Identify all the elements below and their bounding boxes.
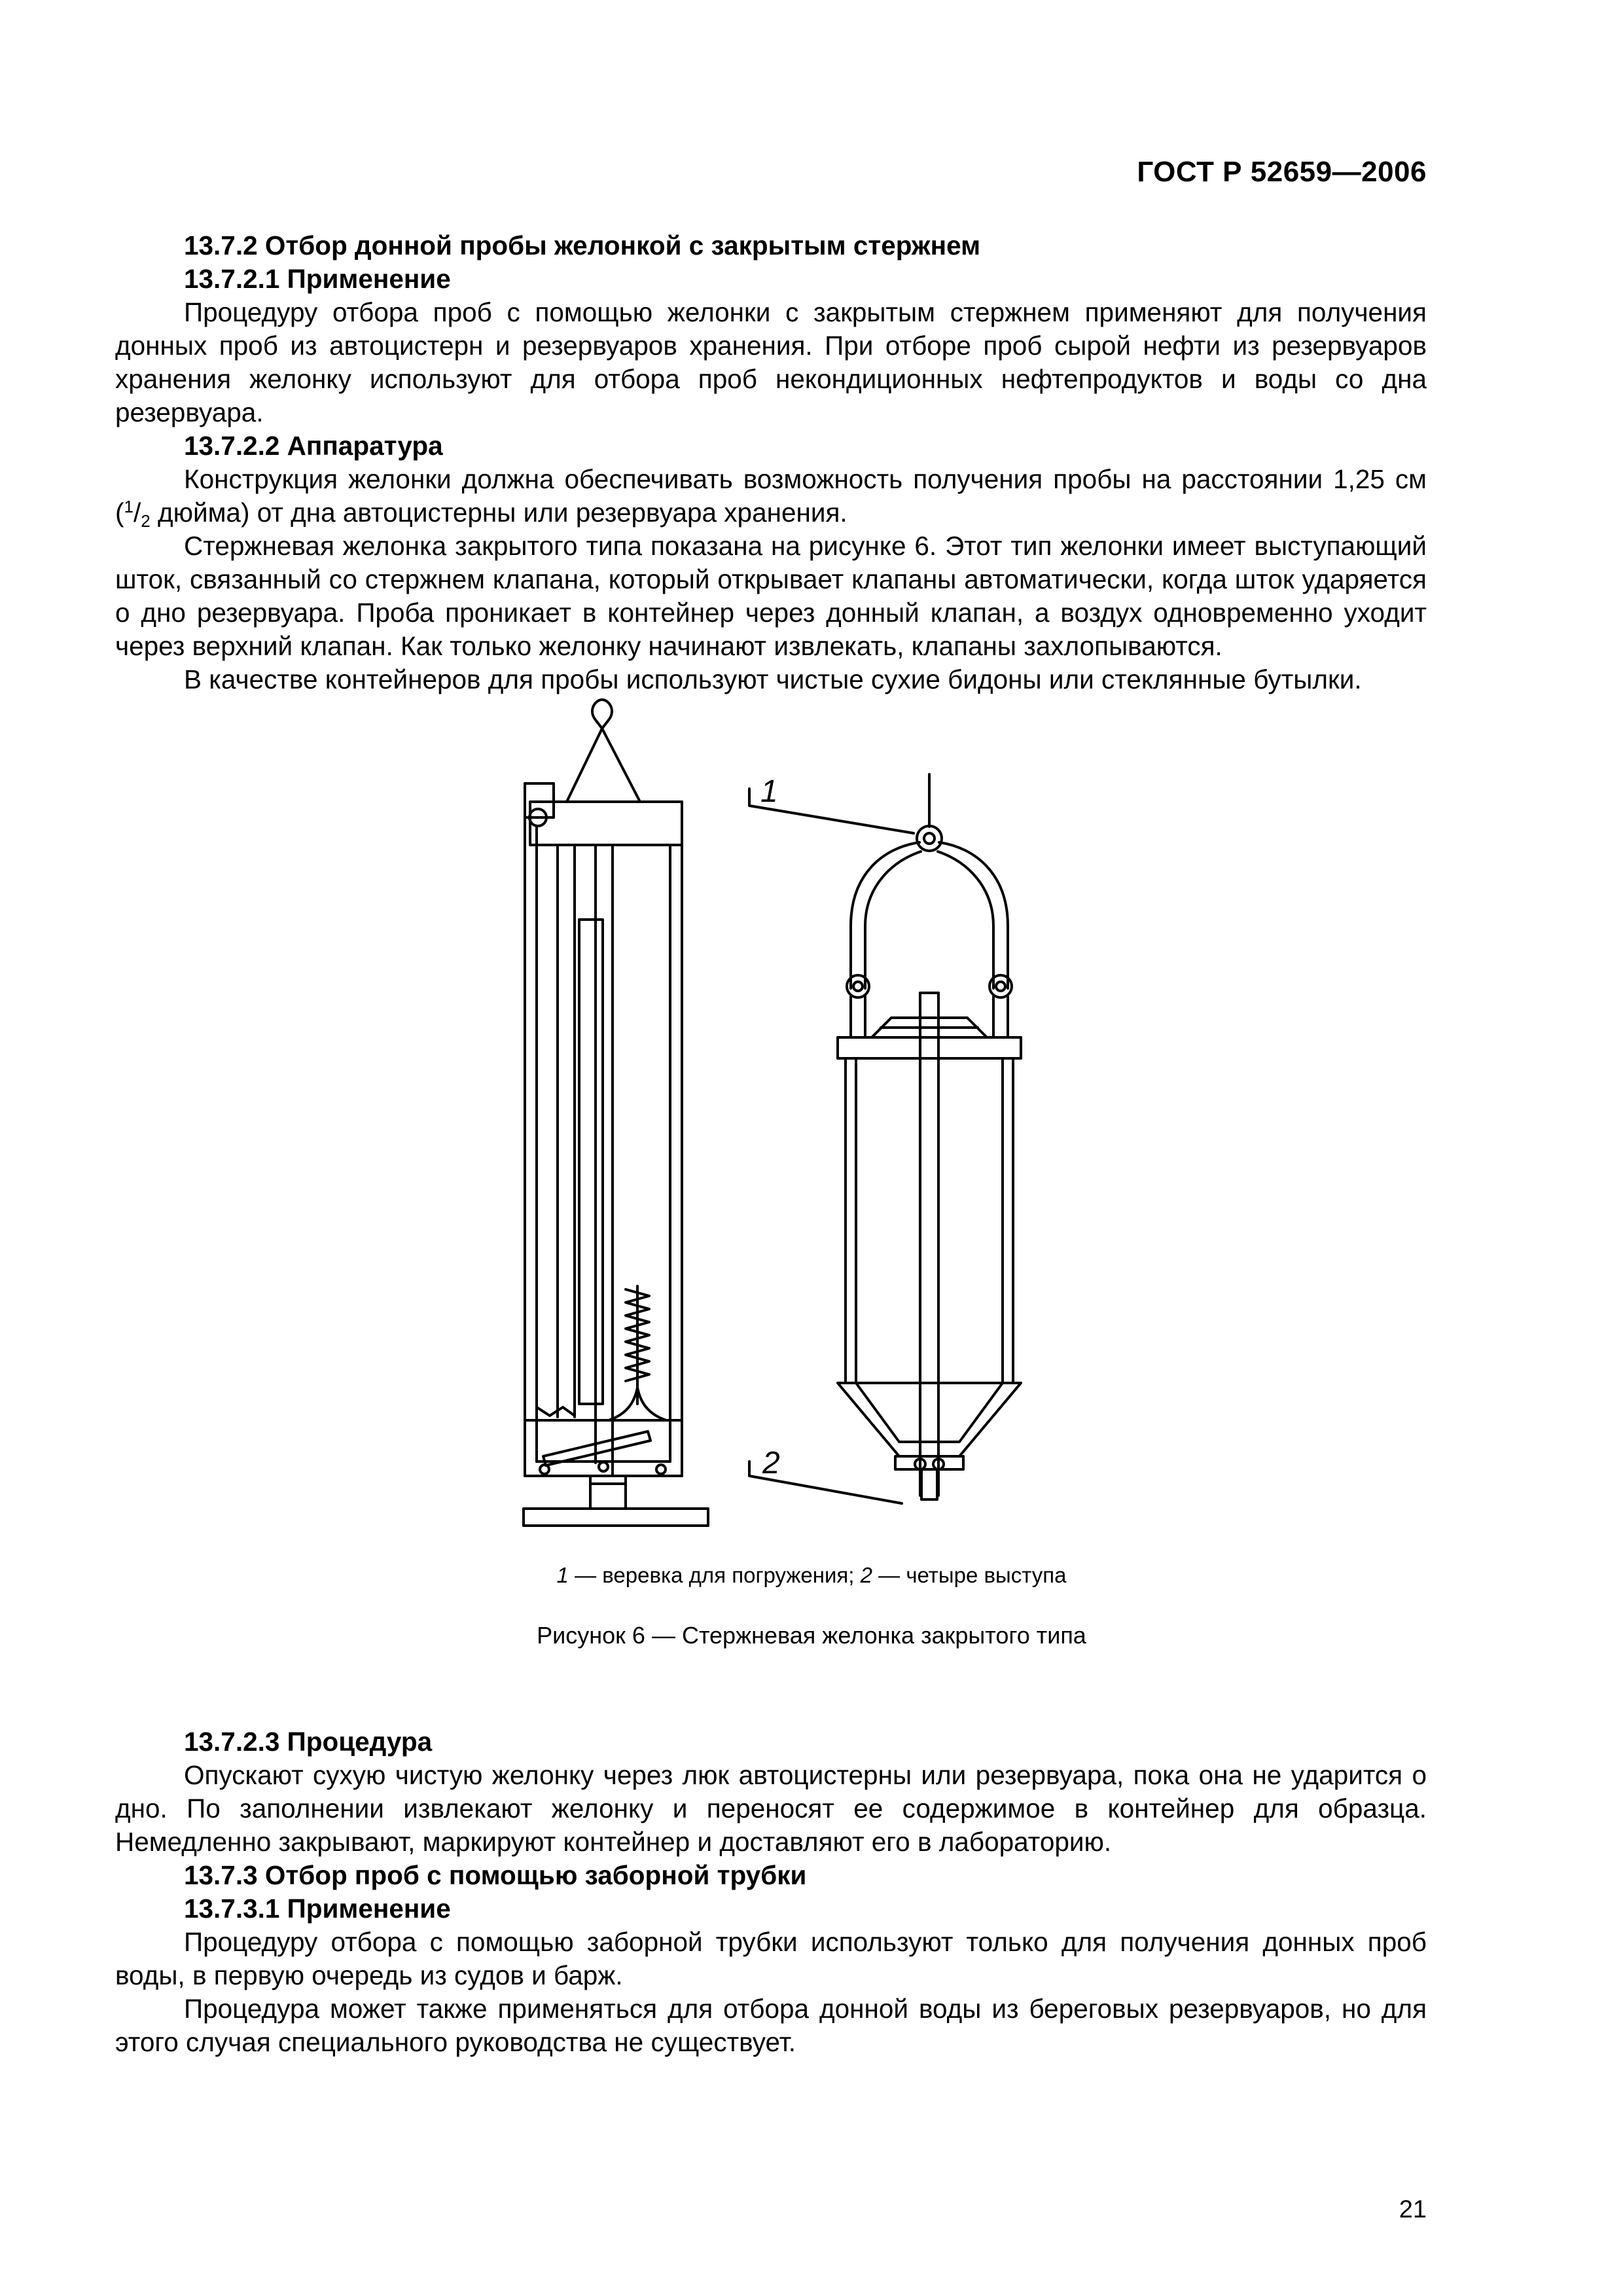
figure-6-drawing	[497, 697, 1086, 1548]
section-13-7-2	[115, 229, 1427, 696]
paragraph-containers: В качестве контейнеров для пробы используют чистые сухие бидоны или стеклянные бутылки.	[184, 664, 1362, 694]
heading-13-7-2: 13.7.2 Отбор донной пробы желонкой с закрытым стержнем	[184, 230, 981, 260]
callout-2: 2	[762, 1446, 780, 1480]
heading-13-7-2-2: 13.7.2.2 Аппаратура	[184, 431, 443, 461]
bailer-technical-drawing	[497, 697, 1086, 1548]
left-sampler-section	[524, 700, 708, 1526]
legend-1-text: — веревка для погружения;	[568, 1563, 861, 1587]
heading-13-7-3-1: 13.7.3.1 Применение	[184, 1893, 451, 1924]
legend-1-number: 1	[556, 1563, 569, 1587]
page-number: 21	[1399, 2196, 1427, 2223]
figure-legend	[0, 1563, 1623, 1588]
heading-13-7-3: 13.7.3 Отбор проб с помощью заборной трубки	[184, 1860, 807, 1890]
apparatus-text-b: дюйма) от дна автоцистерны или резервуара хранения.	[150, 497, 847, 528]
figure-caption: Рисунок 6 — Стержневая желонка закрытого типа	[537, 1622, 1086, 1649]
paragraph-apparatus	[115, 463, 1427, 529]
heading-13-7-2-3: 13.7.2.3 Процедура	[184, 1727, 433, 1757]
paragraph-design: Стержневая желонка закрытого типа показана на рисунке 6. Этот тип желонки имеет выступающий шток, связанный со стержнем клапана, который открывает клапаны автоматически, когда шток ударяется о дно резервуара. Проба проникает в контейнер через донный клапан, а воздух одновременно уходит через верхний клапан. Как только желонку начинают извлекать, клапаны захлопываются.	[115, 531, 1427, 661]
document-id: ГОСТ Р 52659—2006	[1137, 156, 1427, 188]
fraction-denominator: 2	[141, 511, 151, 531]
legend-2-number: 2	[860, 1563, 872, 1587]
fraction-slash: /	[133, 497, 141, 528]
paragraph-application: Процедуру отбора проб с помощью желонки с закрытым стержнем применяют для получения донных проб из автоцистерн и резервуаров хранения. При отборе проб сырой нефти из резервуаров хранения желонку используют для отбора проб некондиционных нефтепродуктов и воды со дна резервуара.	[115, 297, 1427, 427]
paragraph-shore-tanks: Процедура может также применяться для отбора донной воды из береговых резервуаров, но для этого случая специального руководства не существует.	[115, 1994, 1427, 2057]
fraction-numerator: 1	[124, 497, 134, 516]
section-13-7-2-3	[115, 1725, 1427, 2059]
paragraph-tube-application: Процедуру отбора с помощью заборной трубки используют только для получения донных проб воды, в первую очередь из судов и барж.	[115, 1927, 1427, 1990]
callout-1: 1	[760, 774, 778, 809]
paragraph-procedure: Опускают сухую чистую желонку через люк автоцистерны или резервуара, пока она не ударится о дно. По заполнении извлекают желонку и переносят ее содержимое в контейнер для образца. Немедленно закрывают, маркируют контейнер и доставляют его в лабораторию.	[115, 1760, 1427, 1857]
legend-2-text: — четыре выступа	[872, 1563, 1067, 1587]
right-sampler-view	[749, 774, 1021, 1503]
apparatus-text-a: Конструкция желонки должна обеспечивать возможность получения пробы на расстоянии 1,25 см (	[115, 464, 1427, 528]
heading-13-7-2-1: 13.7.2.1 Применение	[184, 264, 451, 294]
